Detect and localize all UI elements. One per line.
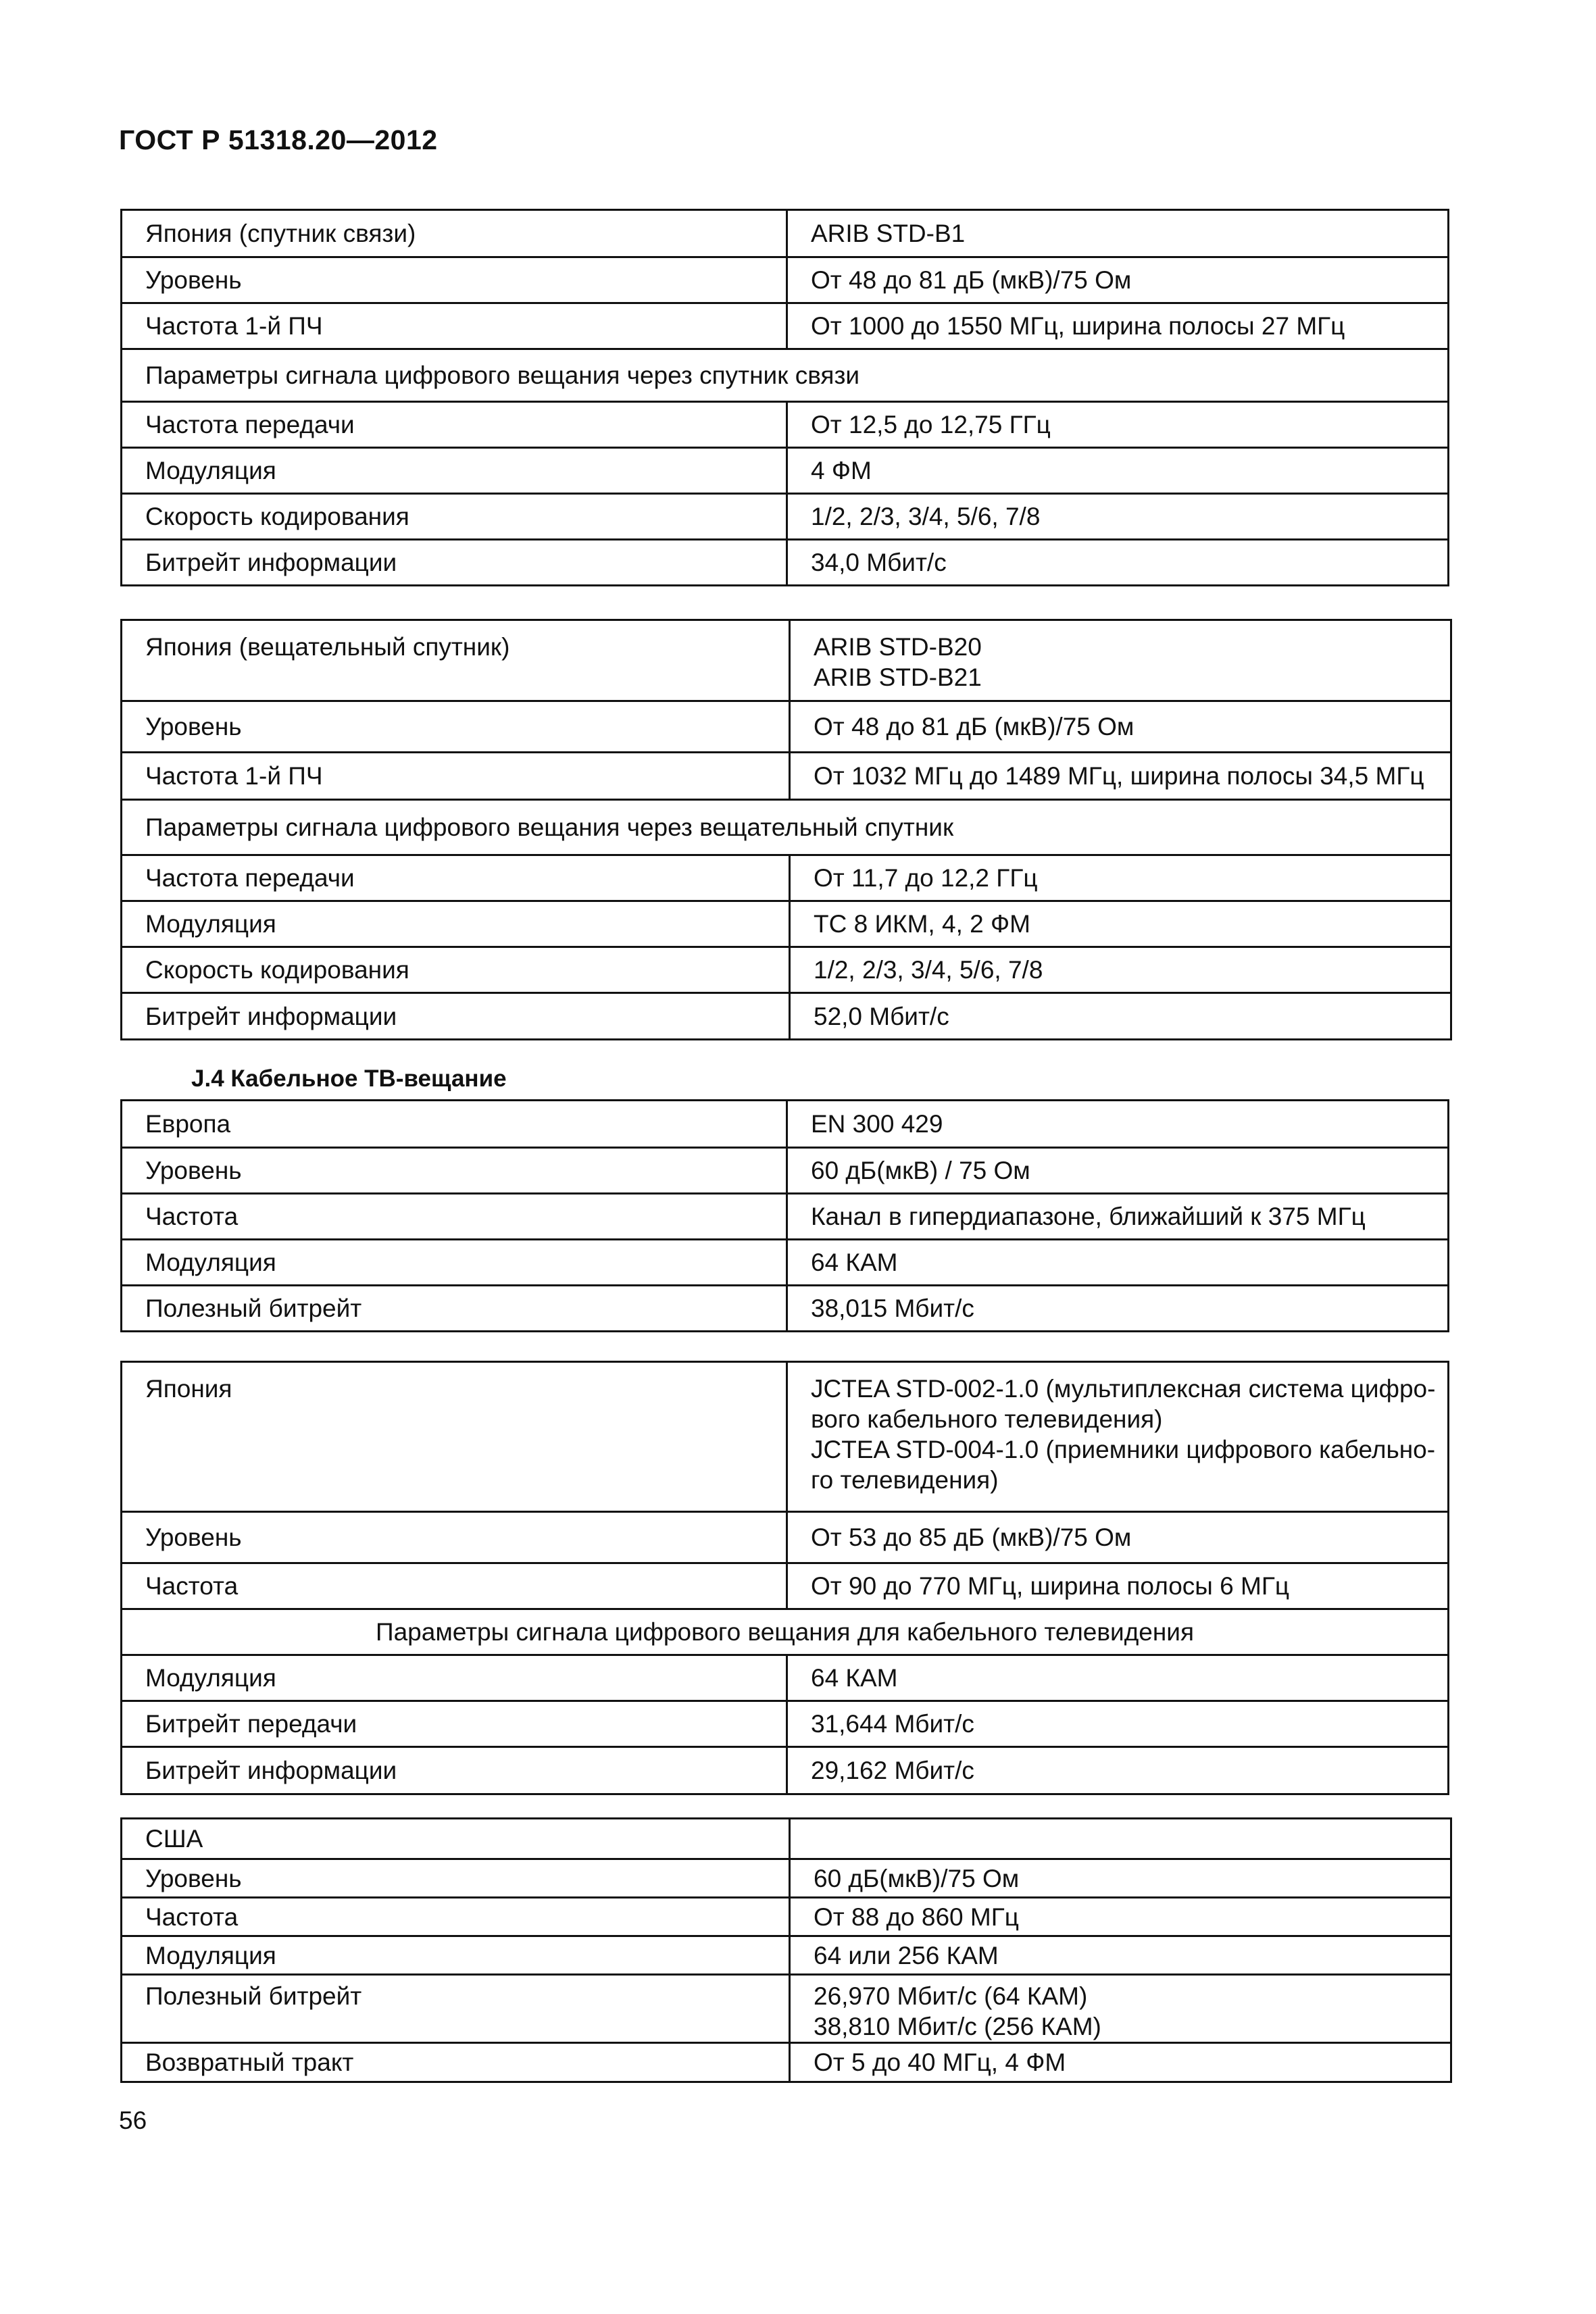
param-value: От 48 до 81 дБ (мкВ)/75 Ом [787, 257, 1449, 303]
table-row [122, 1563, 1449, 1609]
param-label: Япония [122, 1362, 787, 1512]
param-value: Канал в гипердиапазоне, ближайший к 375 МГц [787, 1194, 1449, 1240]
table-row [122, 1936, 1451, 1975]
param-value: ARIB STD-B1 [787, 210, 1449, 257]
table-row [122, 1747, 1449, 1794]
table-japan-broadcast-satellite [120, 619, 1452, 1040]
table-row [122, 1194, 1449, 1240]
param-label: Уровень [122, 1148, 787, 1194]
param-value: 34,0 Мбит/с [787, 540, 1449, 586]
param-label: Битрейт передачи [122, 1701, 787, 1747]
param-label: США [122, 1819, 790, 1859]
param-value: 64 КАМ [787, 1240, 1449, 1286]
param-label: Япония (вещательный спутник) [122, 620, 790, 701]
section-caption: Параметры сигнала цифрового вещания для кабельного телевидения [122, 1609, 1449, 1655]
table-row [122, 448, 1449, 494]
param-label: Полезный битрейт [122, 1286, 787, 1332]
param-value: От 90 до 770 МГц, ширина полосы 6 МГц [787, 1563, 1449, 1609]
param-label: Модуляция [122, 1936, 790, 1975]
param-value: 29,162 Мбит/с [787, 1747, 1449, 1794]
param-value: 1/2, 2/3, 3/4, 5/6, 7/8 [790, 947, 1451, 993]
section-caption: Параметры сигнала цифрового вещания через вещательный спутник [122, 800, 1451, 855]
table-row [122, 753, 1451, 800]
param-value: 64 или 256 КАМ [790, 1936, 1451, 1975]
param-value: 4 ФМ [787, 448, 1449, 494]
param-label: Частота 1-й ПЧ [122, 753, 790, 800]
table-row [122, 701, 1451, 753]
table-row [122, 947, 1451, 993]
standard-line: JCTEA STD-004-1.0 (приемники цифрового кабельно- [811, 1436, 1436, 1463]
param-value: 1/2, 2/3, 3/4, 5/6, 7/8 [787, 494, 1449, 540]
table-row [122, 855, 1451, 901]
table-row [122, 303, 1449, 349]
param-label: Частота [122, 1563, 787, 1609]
param-value: 60 дБ(мкВ)/75 Ом [790, 1859, 1451, 1898]
param-label: Полезный битрейт [122, 1975, 790, 2043]
param-value: От 88 до 860 МГц [790, 1898, 1451, 1936]
table-span-row [122, 1609, 1449, 1655]
param-value: 38,015 Мбит/с [787, 1286, 1449, 1332]
param-label: Битрейт информации [122, 993, 790, 1040]
table-row [122, 1655, 1449, 1701]
param-value: От 12,5 до 12,75 ГГц [787, 402, 1449, 448]
page-number: 56 [119, 2107, 147, 2134]
table-row [122, 1975, 1451, 2043]
standard-line: ARIB STD-B21 [814, 663, 982, 691]
table-europe-cable [120, 1099, 1449, 1332]
table-row [122, 901, 1451, 947]
bitrate-line: 38,810 Мбит/с (256 КАМ) [814, 2013, 1101, 2040]
param-label: Битрейт информации [122, 1747, 787, 1794]
table-row [122, 402, 1449, 448]
param-label: Модуляция [122, 901, 790, 947]
param-value: От 5 до 40 МГц, 4 ФМ [790, 2043, 1451, 2082]
table-row [122, 1819, 1451, 1859]
param-value [787, 1362, 1449, 1512]
table-row [122, 1240, 1449, 1286]
param-value [790, 1975, 1451, 2043]
table-row [122, 620, 1451, 701]
table-row [122, 1512, 1449, 1563]
standard-line: JCTEA STD-002-1.0 (мультиплексная система цифро- [811, 1375, 1436, 1403]
param-value [790, 620, 1451, 701]
param-value [790, 1819, 1451, 1859]
table-row [122, 1148, 1449, 1194]
section-caption: Параметры сигнала цифрового вещания через спутник связи [122, 349, 1449, 402]
table-span-row [122, 800, 1451, 855]
table-row [122, 1101, 1449, 1148]
param-value: ТС 8 ИКМ, 4, 2 ФМ [790, 901, 1451, 947]
table-row [122, 540, 1449, 586]
section-heading: J.4 Кабельное ТВ-вещание [191, 1065, 507, 1092]
param-label: Уровень [122, 1859, 790, 1898]
param-value: 60 дБ(мкВ) / 75 Ом [787, 1148, 1449, 1194]
param-label: Япония (спутник связи) [122, 210, 787, 257]
param-value: 64 КАМ [787, 1655, 1449, 1701]
table-row [122, 1362, 1449, 1512]
param-value: От 1000 до 1550 МГц, ширина полосы 27 МГц [787, 303, 1449, 349]
bitrate-line: 26,970 Мбит/с (64 КАМ) [814, 1982, 1088, 2010]
param-label: Скорость кодирования [122, 947, 790, 993]
standard-line: ARIB STD-B20 [814, 633, 982, 661]
table-row [122, 993, 1451, 1040]
param-label: Уровень [122, 701, 790, 753]
param-value: От 53 до 85 дБ (мкВ)/75 Ом [787, 1512, 1449, 1563]
param-label: Модуляция [122, 1240, 787, 1286]
table-row [122, 494, 1449, 540]
table-row [122, 1286, 1449, 1332]
param-label: Частота [122, 1898, 790, 1936]
param-label: Уровень [122, 1512, 787, 1563]
param-label: Скорость кодирования [122, 494, 787, 540]
table-row [122, 1898, 1451, 1936]
table-row [122, 210, 1449, 257]
document-title: ГОСТ Р 51318.20—2012 [119, 124, 438, 155]
param-label: Модуляция [122, 448, 787, 494]
param-label: Частота [122, 1194, 787, 1240]
param-label: Модуляция [122, 1655, 787, 1701]
param-value: От 48 до 81 дБ (мкВ)/75 Ом [790, 701, 1451, 753]
table-row [122, 257, 1449, 303]
param-label: Европа [122, 1101, 787, 1148]
param-label: Битрейт информации [122, 540, 787, 586]
param-value: EN 300 429 [787, 1101, 1449, 1148]
table-row [122, 1701, 1449, 1747]
table-japan-cable [120, 1361, 1449, 1795]
table-japan-comm-satellite [120, 209, 1449, 586]
table-span-row [122, 349, 1449, 402]
param-value: 31,644 Мбит/с [787, 1701, 1449, 1747]
table-row [122, 1859, 1451, 1898]
param-value: От 1032 МГц до 1489 МГц, ширина полосы 34,5 МГц [790, 753, 1451, 800]
param-label: Возвратный тракт [122, 2043, 790, 2082]
param-label: Частота передачи [122, 855, 790, 901]
standard-line: го телевидения) [811, 1466, 999, 1494]
param-label: Уровень [122, 257, 787, 303]
param-label: Частота передачи [122, 402, 787, 448]
param-label: Частота 1-й ПЧ [122, 303, 787, 349]
table-row [122, 2043, 1451, 2082]
param-value: 52,0 Мбит/с [790, 993, 1451, 1040]
param-value: От 11,7 до 12,2 ГГц [790, 855, 1451, 901]
standard-line: вого кабельного телевидения) [811, 1405, 1163, 1433]
table-usa-cable [120, 1817, 1452, 2083]
